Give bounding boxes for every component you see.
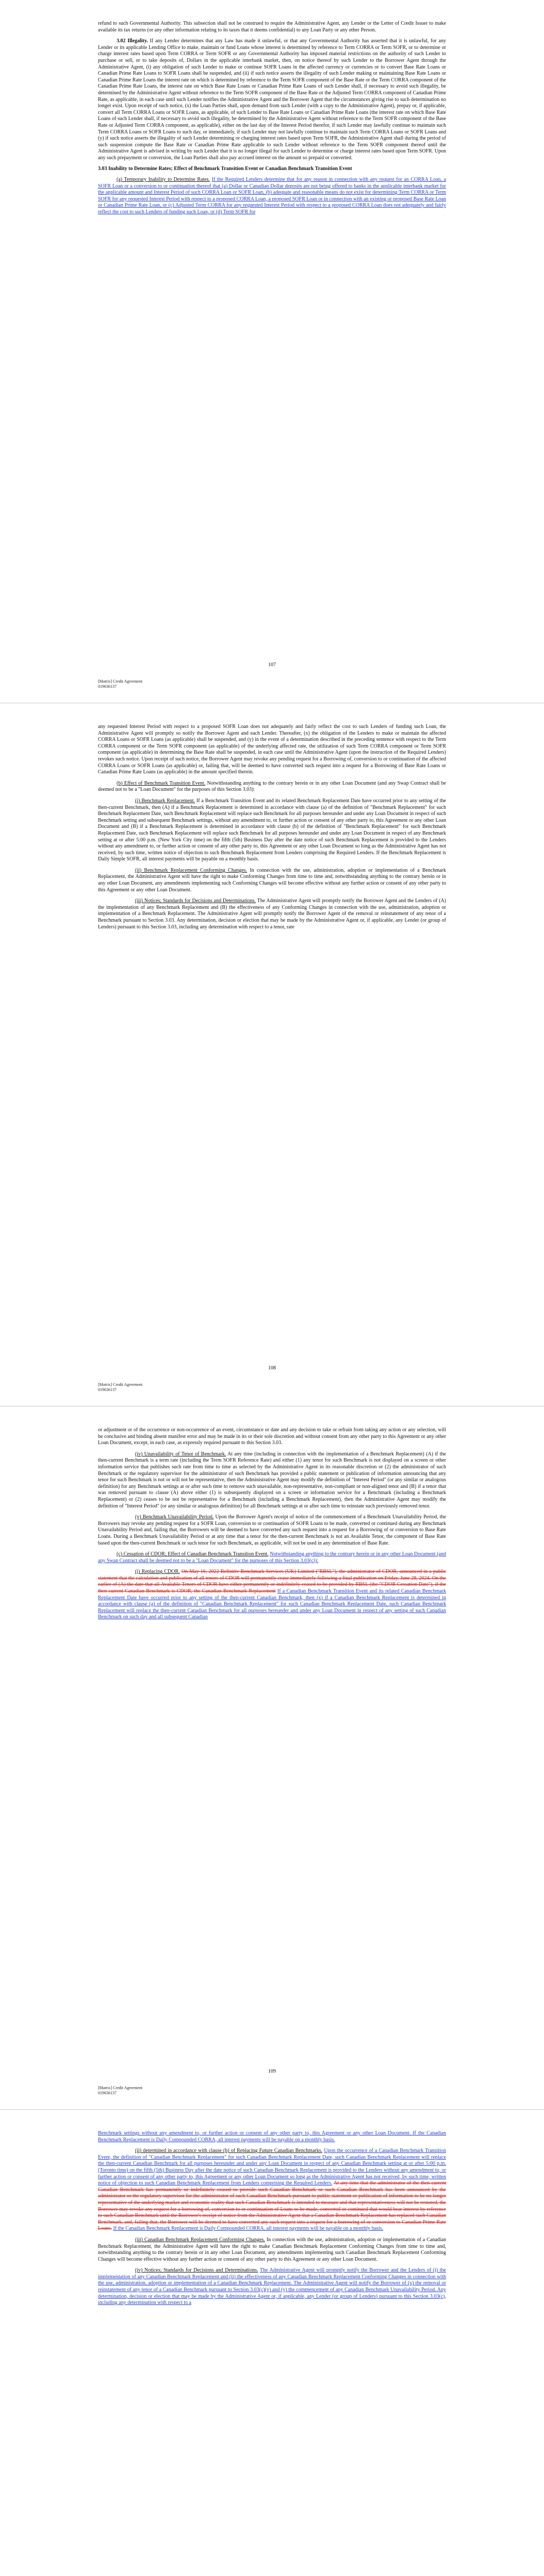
- c-iii-heading: (iii) Canadian Benchmark Replacement Conforming Changes.: [135, 2236, 265, 2243]
- section-3-03-c-iv: [98, 2267, 446, 2307]
- b-v-text: Upon the Borrower Agent's receipt of notice of the commencement of a Benchmark Unavailability Period, the Borrowers may revoke any pending request for a SOFR Loan, conversion to or continuation of SOFR Loans to be made, converted or continued during any Benchmark Unavailability Period and, failing that, the Borrowers will be deemed to have converted any such request into a request for a Borrowing of or conversion to Base Rate Loans. During a Benchmark Unavailability Period or at any time that a tenor for the then-current Benchmark is not an Available Tenor, the component of Base Rate based upon the then-current Benchmark or such tenor for such Benchmark, as applicable, will not be used in any determination of Base Rate.: [98, 1514, 446, 1546]
- tax-refund-paragraph: refund to such Governmental Authority. This subsection shall not be construed to require the Administrative Agent, any Lender or the Letter of Credit Issuer to make available its tax returns (or any other information relating to its taxes that it deems confidential) to any Loan Party or any other Person.: [98, 21, 446, 33]
- section-3-03-c-text: Notwithstanding anything to the contrary herein or in any other Loan Document (and any Swap Contract shall be deemed not to be a "Loan Document" for the purposes of this Section 3.03(c)):: [98, 1551, 446, 1564]
- c-ii-inserted-text: Upon the occurrence of a Canadian Benchmark Transition Event, the definition of "Canadian Benchmark Replacement" for such Canadian Benchmark Replacement Date, such Canadian Benchmark Replacement will replace the then-current Canadian Benchmark for all purposes hereunder and under any Loan Document in respect of any Canadian Benchmark setting at or after 5:00 p.m. (Toronto time) on the fifth (5th) Business Day after the date notice of such Canadian Benchmark Replacement is provided to the Lenders without any amendment to, or further action or consent of any other party to, this Agreement or any other Loan Document so long as the Administrative Agent has not received, by such time, written notice of objection to such Canadian Benchmark Replacement from Lenders comprising the Required Lenders.: [98, 2148, 447, 2187]
- page-110: [0, 2110, 544, 2576]
- page-109-body: [98, 1427, 446, 1625]
- section-3-02: [98, 38, 446, 161]
- b-iii-text: The Administrative Agent will promptly notify the Borrower Agent and the Lenders of (A) the implementation of any Benchmark Replacement and (B) the effectiveness of any Conforming Changes in connection with the use, administration, adoption or implementation of a Benchmark Replacement. The Administrative Agent will promptly notify the Borrower Agent of the removal or reinstatement of any tenor of a Benchmark pursuant to Section 3.03. Any determination, decision or election that may be made by the Administrative Agent or, if applicable, any Lender (or group of Lenders) pursuant to this Section 3.03, including any determination with respect to a tenor, rate: [98, 898, 447, 930]
- page-107-body: [98, 21, 446, 221]
- inability-continued-paragraph: any requested Interest Period with respect to a proposed SOFR Loan does not adequately and fairly reflect the cost to such Lenders of funding such Loan, the Administrative Agent will promptly so notify the Borrower Agent and each Lender. Thereafter, (x) the obligation of the Lenders to make or maintain the affected CORRA Loans or SOFR Loans (as applicable) shall be suspended, and (y) in the event of a determination described in the preceding sentence with respect to the Term CORRA component or the Term SOFR component (as applicable) of the underlying affected rate, the utilization of such Term CORRA component or Term SOFR component (as applicable) in determining the Base Rate shall be suspended, in each case until the Administrative Agent (upon the instruction of the Required Lenders) revokes such notice. Upon receipt of such notice, the Borrower Agent may revoke any pending request for a Borrowing of, conversion to or continuation of the affected CORRA Loans or SOFR Loans (as applicable) or, failing that, will be deemed to have converted such request into a request for a Borrowing of Base Rate Loans or Canadian Prime Rate Loans (as applicable) in the amount specified therein.: [98, 724, 446, 775]
- determinations-continued-paragraph: or adjustment or of the occurrence or non-occurrence of an event, circumstance or date and any decision to take or refrain from taking any action or any selection, will be conclusive and binding absent manifest error and may be made in its or their sole discretion and without consent from any other party to this Agreement or any other Loan Document, except, in each case, as expressly required pursuant to this Section 3.03.: [98, 1427, 446, 1446]
- section-3-02-heading: 3.02 Illegality.: [117, 38, 148, 44]
- replacement-continued-paragraph: [98, 2130, 446, 2143]
- section-3-03-a: [98, 177, 446, 216]
- page-108: [0, 703, 544, 1406]
- b-iii-heading: (iii) Notices; Standards for Decisions and Determinations.: [135, 898, 256, 904]
- section-3-03-b: [98, 781, 446, 793]
- c-i-deleted-text: On May 16, 2022 Refinitiv Benchmark Services (UK) Limited ("RBSL"), the administrator of CDOR, announced in a public statement that the calculation and publication of all tenors of CDOR will permanently cease immediately following a final publication on Friday, June 28, 2024. On the earlier of (A) the date that all Available Tenors of CDOR have either permanently or indefinitely ceased to be provided by RBSL (the "CDOR Cessation Date"), if the then-current Canadian Benchmark is CDOR, the Canadian Benchmark Replacement: [98, 1569, 446, 1595]
- b-iv-heading: (iv) Unavailability of Tenor of Benchmark.: [135, 1451, 226, 1457]
- footer-title: [Matrix] Credit Agreement: [98, 1382, 143, 1387]
- section-3-03-a-heading: (a) Temporary Inability to Determine Rates.: [117, 177, 210, 183]
- section-3-02-text: If any Lender determines that any Law has made it unlawful, or that any Governmental Authority has asserted that it is unlawful, for any Lender or its applicable Lending Office to make, maintain or fund Loans whose interest is determined by reference to Term CORRA or Term SOFR, or to determine or charge interest rates based upon Term CORRA or Term SOFR or any Governmental Authority has imposed material restrictions on the authority of such Lender to purchase or sell, or to take deposits of, Dollars in the applicable interbank market, then, on notice thereof by such Lender to the Borrower Agent through the Administrative Agent, (i) any obligation of such Lender to make or continue SOFR Loans in the affected currency or currencies or to convert Base Rate Loans or Canadian Prime Rate Loans to SOFR Loans shall be suspended, and (ii) if such notice asserts the illegality of such Lender making or maintaining Base Rate Loans or Canadian Prime Rate Loans the interest rate on which is determined by reference to the Term SOFR component of the Base Rate or the Term CORRA component of the Canadian Prime Rate Loans, the interest rate on which Base Rate Loans or Canadian Prime Rate Loans of such Lender shall, if necessary to avoid such illegality, be determined by the Administrative Agent without reference to the Term SOFR component of the Base Rate or the Adjusted Term CORRA component of Canadian Prime Rate, as applicable, in each case until such Lender notifies the Administrative Agent and the Borrower Agent that the circumstances giving rise to such determination no longer exist. Upon receipt of such notice, (x) the Loan Parties shall, upon demand from such Lender (with a copy to the Administrative Agent), prepay or, if applicable, convert all Term CORRA Loans or SOFR Loans, as applicable, of such Lender to Base Rate Loans or Canadian Prime Rate Loans (the interest rate on which Base Rate Loans of such Lender shall, if necessary to avoid such illegality, be determined by the Administrative Agent without reference to the Term SOFR component of the Base Rate or Adjusted Term CORRA component, as applicable), either on the last day of the Interest Period therefor, if such Lender may lawfully continue to maintain such Term CORRA Loans or SOFR Loans to such day, or immediately, if such Lender may not lawfully continue to maintain such Term CORRA Loans or SOFR Loans and (y) if such notice asserts the illegality of such Lender determining or charging interest rates based upon Term SOFR, the Administrative Agent shall during the period of such suspension compute the Base Rate or Canadian Prime Rate applicable to such Lender without reference to the Term SOFR component thereof until the Administrative Agent is advised in writing by such Lender that it is no longer illegal for such Lender to determine or charge interest rates based upon Term SOFR. Upon any such prepayment or conversion, the Loan Parties shall also pay accrued interest on the amount so prepaid or converted.: [98, 38, 446, 161]
- section-3-03-b-text: Notwithstanding anything to the contrary herein or in any other Loan Document (and any Swap Contract shall be deemed not to be a "Loan Document" for the purposes of this Section 3.03):: [98, 780, 446, 793]
- page-number: 109: [268, 2069, 276, 2074]
- section-3-03-b-heading: (b) Effect of Benchmark Transition Event.: [117, 780, 206, 786]
- page-109: [0, 1406, 544, 2109]
- page-footer: [98, 1382, 142, 1393]
- c-ii-heading: (ii) determined in accordance with clause (b) of Replacing Future Canadian Benchmarks.: [135, 2148, 323, 2154]
- section-3-03-c: [98, 1551, 446, 1564]
- section-3-03-b-v: [98, 1514, 446, 1547]
- replacement-continued-text: Benchmark settings without any amendment to, or further action or consent of any other party to, this Agreement or any other Loan Document. If the Canadian Benchmark Replacement is Daily Compounded CORRA, all interest payments will be payable on a monthly basis.: [98, 2130, 446, 2143]
- c-i-inserted-text: If a Canadian Benchmark Transition Event and its related Canadian Benchmark Replacement Date have occurred prior to any setting of the then-current Canadian Benchmark, then (x) if a Canadian Benchmark Replacement is determined in accordance with clause (a) of the definition of "Canadian Benchmark Replacement" for such Canadian Benchmark Replacement Date, such Canadian Benchmark Replacement will replace the then-current Canadian Benchmark for all purposes hereunder and under any Loan Document in respect of any setting of such Canadian Benchmark on such day and all subsequent Canadian: [98, 1588, 446, 1620]
- c-iv-text: The Administrative Agent will promptly notify the Borrower and the Lenders of (i) the implementation of any Canadian Benchmark Replacement and (ii) the effectiveness of any Canadian Benchmark Replacement Conforming Changes in connection with the use, administration, adoption or implementation of a Canadian Benchmark Replacement. The Administrative Agent will notify the Borrower of (x) the removal or reinstatement of any tenor of a Canadian Benchmark pursuant to Section 3.03(c)(v) and (y) the commencement of any Canadian Benchmark Unavailability Period. Any determination, decision or election that may be made by the Administrative Agent or, if applicable, any Lender (or group of Lenders) pursuant to this Section 3.03(c), including any determination with respect to a: [98, 2267, 446, 2306]
- footer-title: [Matrix] Credit Agreement: [98, 679, 143, 684]
- section-3-03-c-iii: [98, 2237, 446, 2263]
- page-number: 108: [268, 1365, 276, 1371]
- b-i-text: If a Benchmark Transition Event and its related Benchmark Replacement Date have occurred prior to any setting of the then-current Benchmark, then (A) if a Benchmark Replacement is determined in accordance with clause (a) of the definition of "Benchmark Replacement" for such Benchmark Replacement Date, such Benchmark Replacement will replace such Benchmark for all purposes hereunder and under any Loan Document in respect of such Benchmark setting and subsequent Benchmark settings, without any amendment to, or further action or consent of any other party to, this Agreement or any other Loan Document and (B) if a Benchmark Replacement is determined in accordance with clause (b) of the definition of "Benchmark Replacement" for such Benchmark Replacement Date, such Benchmark Replacement will replace such Benchmark for all purposes hereunder and under any Loan Document in respect of any Benchmark setting at or after 5:00 p.m. (New York City time) on the fifth (5th) Business Day after the date notice of such Benchmark Replacement is provided to the Lenders without any amendment to, or further action or consent of any other party to, this Agreement or any other Loan Document so long as the Administrative Agent has not received, by such time, written notice of objection to such Benchmark Replacement from Lenders comprising the Required Lenders. If the Benchmark Replacement is Daily Simple SOFR, all interest payments will be payable on a monthly basis.: [98, 798, 446, 862]
- c-i-heading: (i) Replacing CDOR.: [135, 1569, 180, 1575]
- section-3-03-b-iii: [98, 898, 446, 930]
- section-3-03-c-i: [98, 1569, 446, 1621]
- footer-docid: 019636137: [98, 684, 117, 689]
- section-3-03-b-i: [98, 798, 446, 863]
- section-3-03-c-heading: (c) Cessation of CDOR; Effect of Canadian Benchmark Transition Event.: [117, 1551, 269, 1557]
- page-107: [0, 0, 544, 703]
- section-3-03-b-ii: [98, 868, 446, 893]
- section-3-03-b-iv: [98, 1451, 446, 1510]
- section-3-03-c-ii: [98, 2148, 446, 2232]
- c-iv-heading: (iv) Notices; Standards for Decisions and Determinations.: [135, 2267, 258, 2274]
- page-110-body: [98, 2130, 446, 2311]
- b-ii-heading: (ii) Benchmark Replacement Conforming Changes.: [135, 867, 248, 873]
- section-3-03-a-text: If the Required Lenders determine that for any reason in connection with any request for an CORRA Loan, a SOFR Loan or a conversion to or continuation thereof that (a) Dollar or Canadian Dollar deposits are not being offered to banks in the applicable interbank market for the applicable amount and Interest Period of such CORRA Loan or SOFR Loan, (b) adequate and reasonable means do not exist for determining Term CORRA or Term SOFR for any requested Interest Period with respect to a proposed CORRA Loan, a proposed SOFR Loan or in connection with an existing or proposed Base Rate Loan or Canadian Prime Rate Loan, or (c) Adjusted Term CORRA for any requested Interest Period with respect to a proposed CORRA Loan does not adequately and fairly reflect the cost to such Lenders of funding such Loan, or (d) Term SOFR for: [98, 177, 446, 215]
- footer-title: [Matrix] Credit Agreement: [98, 2086, 143, 2090]
- b-iv-text: At any time (including in connection with the implementation of a Benchmark Replacement) (A) if the then-current Benchmark is a term rate (including the Term SOFR Reference Rate) and either (1) any tenor for such Benchmark is not displayed on a screen or other information service that publishes such rate from time to time as selected by the Administrative Agent in its reasonable discretion or (2) the administrator of such Benchmark or the regulatory supervisor for the administrator of such Benchmark has provided a public statement or publication of information announcing that any tenor for such Benchmark is not or will not be representative, then the Administrative Agent may modify the definition of "Interest Period" (or any similar or analogous definition) for any Benchmark settings at or after such time to remove such unavailable, non-representative, non-compliant or non-aligned tenor and (B) if a tenor that was removed pursuant to clause (A) above either (1) is subsequently displayed on a screen or information service for a Benchmark (including a Benchmark Replacement) or (2) ceases to be not be representative for a Benchmark (including a Benchmark Replacement), then the Administrative Agent may modify the definition of "Interest Period" (or any similar or analogous definition) for all Benchmark settings at or after such time to reinstate such previously removed tenor.: [98, 1451, 446, 1509]
- b-i-heading: (i) Benchmark Replacement.: [135, 798, 195, 804]
- b-ii-text: In connection with the use, administration, adoption or implementation of a Benchmark Replacement, the Administrative Agent will have the right to make Conforming Changes from time to time and, notwithstanding anything to the contrary herein or in any other Loan Document, any amendments implementing such Conforming Changes will become effective without any further action or consent of any other party to this Agreement or any other Loan Document.: [98, 867, 446, 893]
- page-108-body: [98, 724, 446, 935]
- footer-docid: 019636137: [98, 2091, 117, 2095]
- c-iii-text: In connection with the use, administration, adoption or implementation of a Canadian Benchmark Replacement, the Administrative Agent will have the right to make Canadian Benchmark Replacement Conforming Changes from time to time and, notwithstanding anything to the contrary herein or in any other Loan Document, any amendments implementing such Canadian Benchmark Replacement Conforming Changes will become effective without any further action or consent of any other party to this Agreement or any other Loan Document.: [98, 2236, 447, 2262]
- page-number: 107: [268, 662, 276, 668]
- c-ii-tail-text: If the Canadian Benchmark Replacement is Daily Compounded CORRA, all interest payments will be payable on a monthly basis.: [113, 2226, 384, 2232]
- page-footer: [98, 2086, 142, 2096]
- b-v-heading: (v) Benchmark Unavailability Period.: [135, 1514, 214, 1520]
- section-3-03-heading: 3.03 Inability to Determine Rates; Effect of Benchmark Transition Event or Canadian Benchmark Transition Event: [98, 166, 352, 172]
- page-footer: [98, 679, 142, 689]
- footer-docid: 019636137: [98, 1387, 117, 1392]
- c-ii-deleted-text: At any time that the administrator of the then-current Canadian Benchmark has permanently or indefinitely ceased to provide such Canadian Benchmark or such Canadian Benchmark has been announced by the administrator or the regulatory supervisor for the administrator of such Canadian Benchmark pursuant to public statement or publication of information to be no longer representative of the underlying market and economic reality that such Canadian Benchmark is intended to measure and that representativeness will not be restored, the Borrower may revoke any request for a borrowing of, conversion to or continuation of Loans to be made, converted or continued that would bear interest by reference to such Canadian Benchmark until the Borrower's receipt of notice from the Administrative Agent that a Canadian Benchmark Replacement has replaced such Canadian Benchmark, and, failing that, the Borrower will be deemed to have converted any such request into a request for a borrowing of or conversion to Canadian Prime Rate Loans.: [98, 2180, 447, 2232]
